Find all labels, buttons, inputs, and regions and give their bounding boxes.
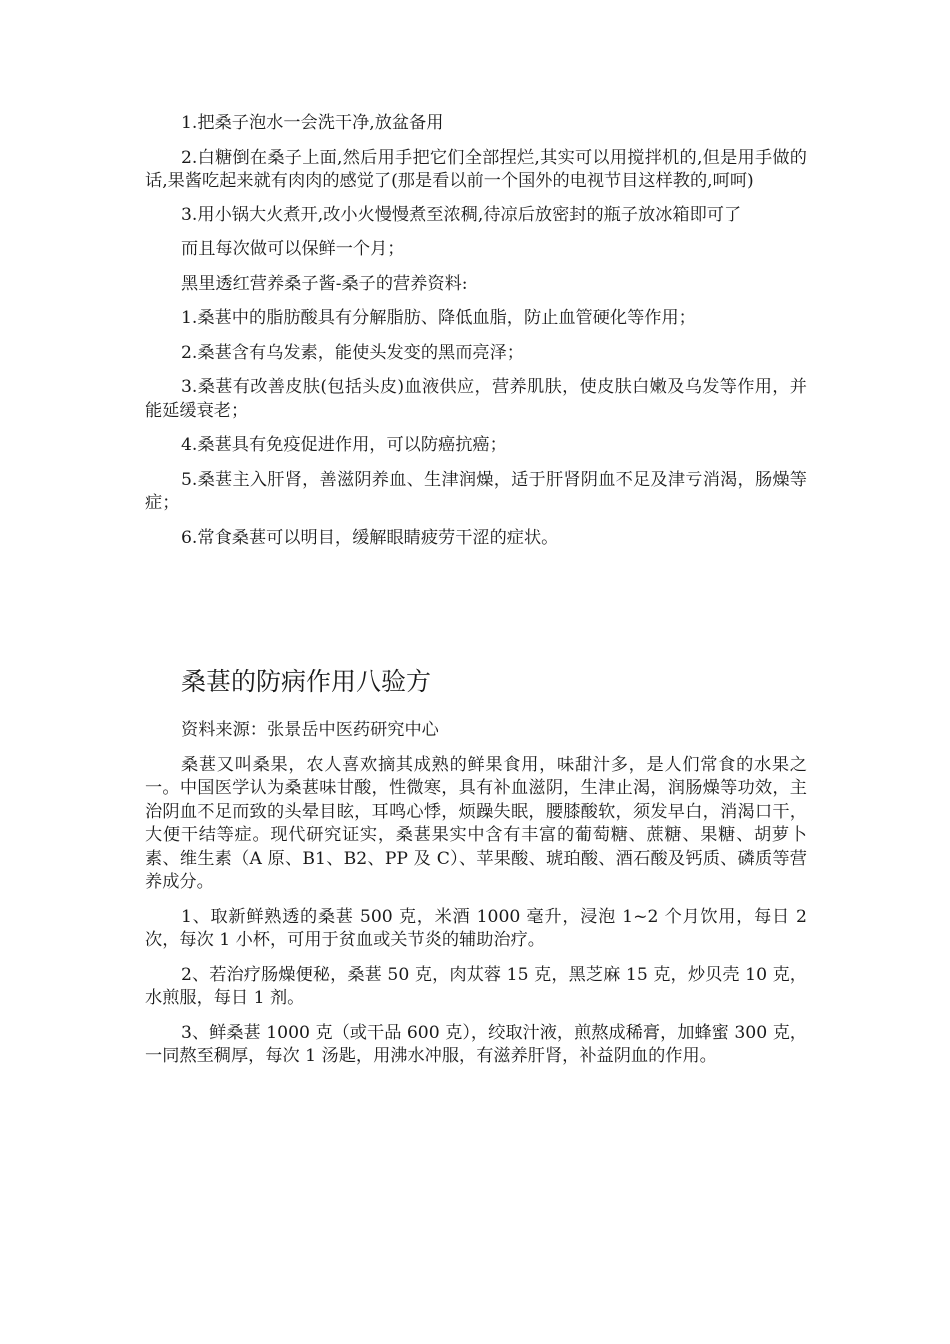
source-line: 资料来源：张景岳中医药研究中心	[181, 720, 439, 740]
section-title: 桑葚的防病作用八验方	[181, 667, 432, 696]
recipe-2: 2、若治疗肠燥便秘，桑葚 50 克，肉苁蓉 15 克，黑芝麻 15 克，炒贝壳 10 克，水煎服，每日 1 剂。	[145, 964, 807, 1008]
step-1: 1.把桑子泡水一会洗干净,放盆备用	[181, 113, 444, 133]
nutrition-item-6: 6.常食桑葚可以明目，缓解眼睛疲劳干涩的症状。	[181, 527, 559, 548]
intro-paragraph: 桑葚又叫桑果，农人喜欢摘其成熟的鲜果食用，味甜汁多，是人们常食的水果之一。中国医学认为桑葚味甘酸，性微寒，具有补血滋阴，生津止渴，润肠燥等功效，主治阴血不足而致的头晕目眩，耳鸣心悸，烦躁失眠，腰膝酸软，须发早白，消渴口干，大便干结等症。现代研究证实，桑葚果实中含有丰富的葡萄糖、蔗糖、果糖、胡萝卜素、维生素（A 原、B1、B2、PP 及 C）、苹果酸、琥珀酸、酒石酸及钙质、磷质等营养成分。	[145, 754, 807, 892]
nutrition-item-5: 5.桑葚主入肝肾，善滋阴养血、生津润燥，适于肝肾阴血不足及津亏消渴，肠燥等症；	[145, 469, 807, 513]
nutrition-item-2: 2.桑葚含有乌发素，能使头发变的黑而亮泽；	[181, 342, 524, 363]
recipe-1: 1、取新鲜熟透的桑葚 500 克，米酒 1000 毫升，浸泡 1~2 个月饮用，每日 2 次，每次 1 小杯，可用于贫血或关节炎的辅助治疗。	[145, 906, 807, 950]
storage-note: 而且每次做可以保鲜一个月；	[181, 239, 405, 259]
step-2: 2.白糖倒在桑子上面,然后用手把它们全部捏烂,其实可以用搅拌机的,但是用手做的话,果酱吃起来就有肉肉的感觉了(那是看以前一个国外的电视节目这样教的,呵呵)	[145, 147, 807, 191]
nutrition-heading: 黑里透红营养桑子酱-桑子的营养资料:	[181, 273, 468, 294]
nutrition-item-1: 1.桑葚中的脂肪酸具有分解脂肪、降低血脂，防止血管硬化等作用；	[181, 308, 696, 328]
recipe-3: 3、鲜桑葚 1000 克（或干品 600 克），绞取汁液，煎熬成稀膏，加蜂蜜 300 克，一同熬至稠厚，每次 1 汤匙，用沸水冲服，有滋养肝肾，补益阴血的作用。	[145, 1022, 807, 1066]
step-3: 3.用小锅大火煮开,改小火慢慢煮至浓稠,待凉后放密封的瓶子放冰箱即可了	[181, 204, 742, 225]
nutrition-item-4: 4.桑葚具有免疫促进作用，可以防癌抗癌；	[181, 435, 507, 455]
nutrition-item-3: 3.桑葚有改善皮肤(包括头皮)血液供应，营养肌肤，使皮肤白嫩及乌发等作用，并能延缓衰老；	[145, 377, 807, 421]
document-page	[145, 112, 807, 1069]
